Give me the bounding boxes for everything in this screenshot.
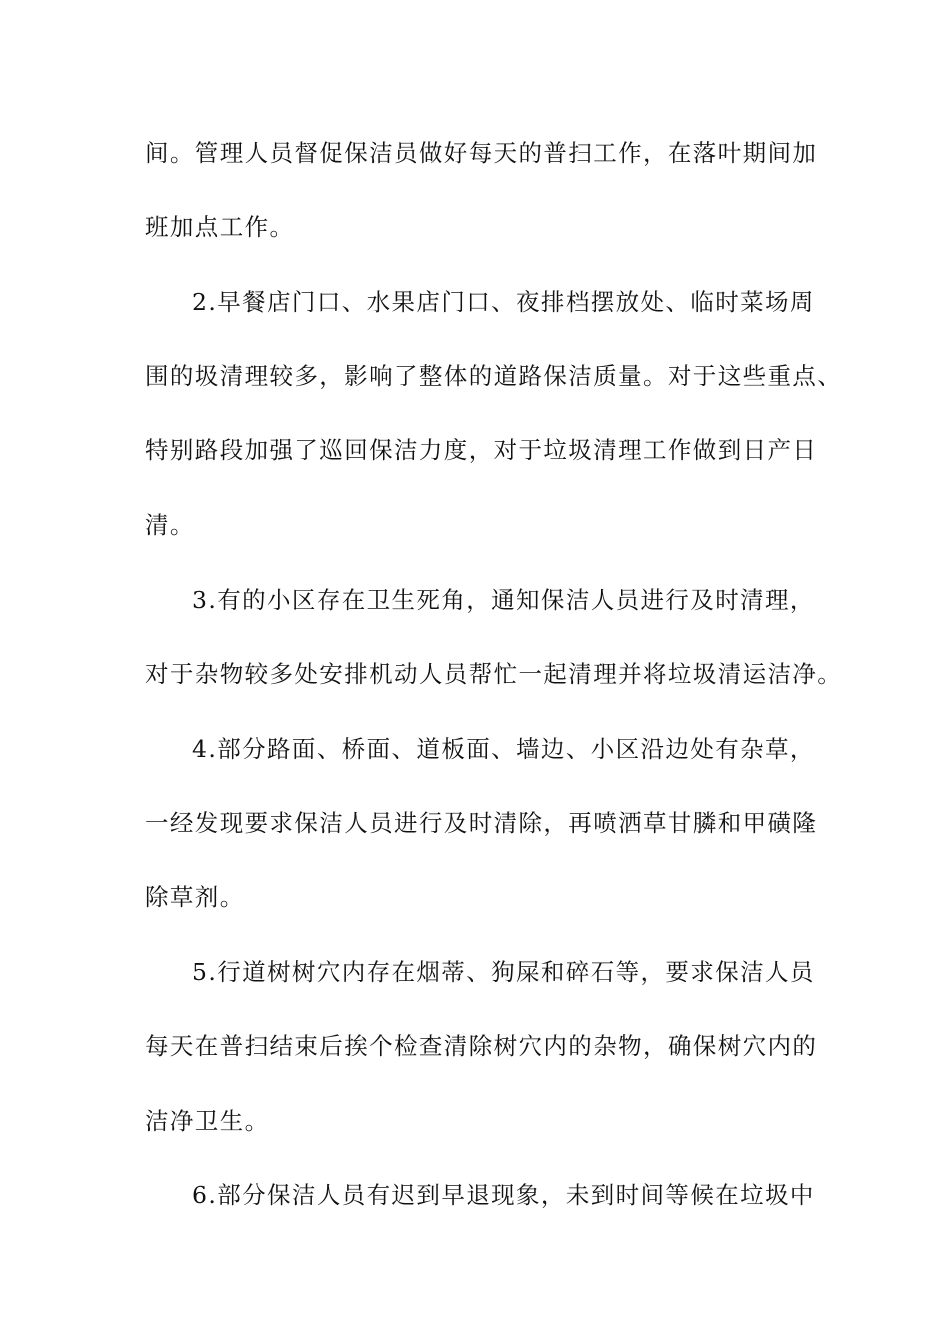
paragraph-4-start: 4.部分路面、桥面、道板面、墙边、小区沿边处有杂草， [192,735,815,763]
paragraph-6-start: 6.部分保洁人员有迟到早退现象，未到时间等候在垃圾中 [192,1181,815,1209]
text-line-10: 一经发现要求保洁人员进行及时清除，再喷洒草甘膦和甲磺隆 [145,809,818,837]
paragraph-5-start: 5.行道树树穴内存在烟蒂、狗屎和碎石等，要求保洁人员 [192,958,815,986]
text-line-8: 对于杂物较多处安排机动人员帮忙一起清理并将垃圾清运洁净。 [145,660,843,688]
paragraph-2-start: 2.早餐店门口、水果店门口、夜排档摆放处、临时菜场周 [192,288,815,316]
text-line-6: 清。 [145,511,195,539]
paragraph-3-start: 3.有的小区存在卫生死角，通知保洁人员进行及时清理， [192,586,815,614]
text-line-13: 每天在普扫结束后挨个检查清除树穴内的杂物，确保树穴内的 [145,1032,818,1060]
text-line-5: 特别路段加强了巡回保洁力度，对于垃圾清理工作做到日产日 [145,436,818,464]
text-line-1: 间。管理人员督促保洁员做好每天的普扫工作，在落叶期间加 [145,139,818,167]
text-line-2: 班加点工作。 [145,213,295,241]
text-line-4: 围的圾清理较多，影响了整体的道路保洁质量。对于这些重点、 [145,362,843,390]
text-line-11: 除草剂。 [145,883,245,911]
text-line-14: 洁净卫生。 [145,1107,270,1135]
